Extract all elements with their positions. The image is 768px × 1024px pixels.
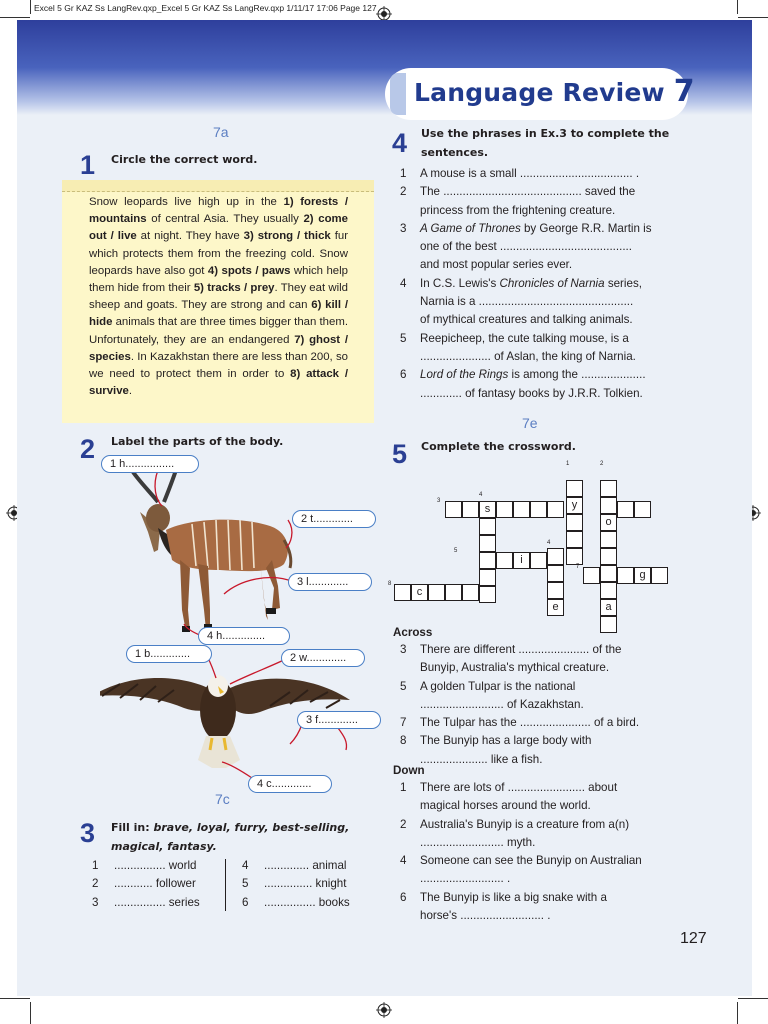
exercise-3-number: 3 [80,818,96,848]
table-row [92,894,382,912]
antelope-label-2[interactable]: 2 t............. [292,510,376,528]
choice-2[interactable]: 2) come out / live [89,213,348,243]
crossword-clue-number: 1 [566,461,570,467]
item-text-continued: and most popular series ever. [420,258,573,272]
trim-mark [737,1002,738,1024]
clue [400,732,672,750]
crossword-cell[interactable] [445,501,462,518]
page-number: 127 [680,930,707,947]
crossword-cell[interactable] [600,616,617,633]
clue-text-continued[interactable]: .......................... myth. [420,835,536,849]
crossword-cell[interactable] [496,552,513,569]
exercise-5-instruction: Complete the crossword. [421,440,576,453]
antelope-label-4[interactable]: 4 h.............. [198,627,290,645]
crossword-clue-number: 4 [479,492,483,498]
item-number: 4 [242,859,249,872]
clue-text[interactable]: There are lots of ........................ about [420,781,618,794]
crossword-cell[interactable] [547,582,564,599]
text-part: Snow leopards live high up in the [89,196,284,208]
eagle-label-1[interactable]: 1 b............. [126,645,212,663]
trim-mark [30,0,31,14]
clue-text: Someone can see the Bunyip on Australian [420,854,642,868]
crossword-cell[interactable] [600,565,617,582]
trim-mark [0,998,30,999]
clue-number: 4 [400,854,407,868]
across-clues [400,641,672,769]
exercise-1-instruction: Circle the correct word. [111,153,258,166]
item-number: 6 [400,368,407,382]
clue-number: 1 [400,781,407,794]
crossword-grid [390,460,690,640]
crossword-cell[interactable] [617,501,634,518]
exercise-4-number: 4 [392,128,408,158]
clue-number: 6 [400,890,407,904]
item-number: 2 [400,185,407,199]
exercise-2-instruction: Label the parts of the body. [111,435,284,448]
item-text[interactable]: The ........................................... saved the [420,185,636,199]
crossword-clue-number: 3 [437,498,441,504]
across-heading: Across [393,626,433,639]
crossword-cell[interactable] [600,582,617,599]
fill-item[interactable]: .............. animal [264,859,347,872]
text-part: . They eat wild sheep and goats. They are strong and can [89,282,348,312]
crossword-clue-number: 2 [600,461,604,467]
fill-in-table [92,857,382,912]
item-number: 1 [400,167,407,180]
clue [400,714,672,732]
eagle-label-3[interactable]: 3 f............. [297,711,381,729]
crossword-cell[interactable] [530,501,547,518]
title-pill-accent [390,73,406,115]
text-part: fur which protects them from the freezing cold. Snow leopards have also got [89,230,348,277]
crossword-cell[interactable] [566,514,583,531]
clue-text-continued: Bunyip, Australia's mythical creature. [420,661,610,675]
item-text: In C.S. Lewis's [420,276,500,290]
item-text: series, [604,276,642,290]
clue-number: 2 [400,817,407,831]
crossword-cell[interactable] [547,565,564,582]
down-heading: Down [393,764,425,777]
clue [400,641,672,659]
crossword-cell[interactable] [600,548,617,565]
page-title-text: Language Review [414,78,665,107]
item-number: 6 [242,895,249,909]
instruction-prefix: Fill in: [111,821,154,834]
crossword-cell[interactable]: a [600,599,617,616]
fill-item[interactable]: ............ follower [114,877,196,891]
clue-text[interactable]: There are different ...................... of the [420,643,622,656]
crossword-cell[interactable] [479,569,496,586]
trim-mark [737,0,738,14]
item-text-continued[interactable]: Narnia is a ................................................ [420,295,634,309]
clue [400,678,672,696]
antelope-label-3[interactable]: 3 l............. [288,573,372,591]
item-text[interactable]: A mouse is a small ................................... . [420,167,640,180]
crossword-cell[interactable] [428,584,445,601]
clue-text-continued: magical horses around the world. [420,799,591,813]
crossword-cell[interactable]: s [479,501,496,518]
crossword-cell[interactable]: e [547,599,564,616]
exercise-4-instruction: Use the phrases in Ex.3 to complete the sentences. [421,127,670,159]
list-item [400,366,672,384]
crossword-cell[interactable] [566,531,583,548]
item-text[interactable]: is among the .................... [508,368,646,382]
choice-1[interactable]: 1) forests / mountains [89,196,348,226]
eagle-label-2[interactable]: 2 w............. [281,649,365,667]
clue-number: 3 [400,643,407,656]
crossword-cell[interactable] [617,567,634,584]
clue-text-continued[interactable]: .......................... of Kazakhstan. [420,697,584,711]
choice-6[interactable]: 6) kill / hide [89,299,348,329]
table-row [92,875,382,893]
print-slug-line: Excel 5 Gr KAZ Ss LangRev.qxp_Excel 5 Gr KAZ Ss LangRev.qxp 1/11/17 17:06 Page 127 [34,3,377,13]
item-text-continued[interactable]: ............. of fantasy books by J.R.R. Tolkien. [420,386,643,400]
item-text-continued[interactable]: one of the best ......................................... [420,240,632,254]
crossword-cell[interactable]: c [411,584,428,601]
crossword-cell[interactable]: o [600,514,617,531]
item-number: 3 [92,895,99,909]
book-title: A Game of Thrones [420,221,521,235]
text-part: which help them hide from their [89,264,348,295]
item-number: 5 [242,877,249,891]
exercise-2-number: 2 [80,434,96,464]
fill-item[interactable]: ................ world [114,859,197,872]
item-text-continued: of mythical creatures and talking animals. [420,313,633,327]
clue-text-continued[interactable]: horse's .......................... . [420,909,551,923]
clue-text-continued[interactable]: .......................... . [420,872,511,886]
section-tag-7c: 7c [215,791,230,807]
crossword-cell[interactable]: g [634,567,651,584]
item-number: 2 [92,877,99,891]
crossword-cell[interactable] [479,535,496,552]
clue-text: Australia's Bunyip is a creature from a(n) [420,817,630,831]
crossword-cell[interactable] [547,501,564,518]
crossword-cell[interactable] [462,584,479,601]
page-title [414,74,695,109]
crossword-clue-number: 8 [388,581,392,587]
snow-leopard-text [89,194,348,400]
crossword-cell[interactable] [445,584,462,601]
item-text-continued: princess from the frightening creature. [420,203,616,217]
list-item [400,330,672,348]
text-part: of central Asia. They usually [146,213,304,226]
clue [400,852,672,870]
crossword-cell[interactable] [479,518,496,535]
list-item [400,183,672,201]
item-number: 1 [92,859,99,872]
clue [400,779,672,797]
crossword-cell[interactable] [583,567,600,584]
list-item [400,275,672,293]
item-text[interactable]: by George R.R. Martin is [520,221,652,235]
crossword-cell[interactable] [530,552,547,569]
trim-mark [0,17,30,18]
crossword-cell[interactable]: y [566,497,583,514]
column-divider [225,859,226,911]
trim-mark [30,1002,31,1024]
crossword-clue-number: 5 [454,548,458,554]
book-title: Chronicles of Narnia [499,276,605,290]
crossword-cell[interactable] [496,501,513,518]
note-torn-edge [62,180,374,192]
clue [400,889,672,907]
section-tag-7a: 7a [213,124,229,140]
clue-text: A golden Tulpar is the national [420,679,576,693]
clue [400,816,672,834]
crossword-cell[interactable] [479,552,496,569]
crossword-cell[interactable] [651,567,668,584]
crossword-clue-number: 7 [576,564,580,570]
table-row [92,857,382,875]
crossword-cell[interactable] [566,548,583,565]
trim-mark [738,17,768,18]
exercise-3-instruction [111,818,351,856]
clue-text: The Bunyip is like a big snake with a [420,890,607,904]
text-part: at night. They have [136,230,244,243]
text-part: . [128,385,133,398]
list-item [400,220,672,238]
trim-mark [738,998,768,999]
fill-item[interactable]: ................ series [114,895,200,909]
crossword-cell[interactable] [513,501,530,518]
crossword-cell[interactable] [547,548,564,565]
exercise-5-number: 5 [392,439,408,469]
text-part: . In Kazakhstan there are less than 200, so we need to protect them in order to [89,350,348,381]
item-text: Reepicheep, the cute talking mouse, is a [420,331,629,345]
registration-mark-icon [376,1002,392,1018]
book-title: Lord of the Rings [420,368,509,382]
choice-8[interactable]: 8) attack / survive [89,368,348,398]
crossword-cell[interactable] [479,586,496,603]
antelope-icon [133,470,291,632]
item-number: 4 [400,276,407,290]
text-part: animals that are three times bigger than them. Unfortunately, they are an endangered [89,316,348,346]
choice-5[interactable]: 5) tracks / prey [193,282,275,295]
exercise-1-number: 1 [80,150,96,180]
item-number: 5 [400,331,407,345]
choice-7[interactable]: 7) ghost / species [89,333,348,363]
crossword-cell[interactable]: i [513,552,530,569]
crossword-cell[interactable] [566,480,583,497]
item-number: 3 [400,221,407,235]
fill-item[interactable]: ................ books [264,895,350,909]
item-text-continued[interactable]: ...................... of Aslan, the king of Narnia. [420,349,636,363]
page-title-number: 7 [673,74,695,109]
clue-number: 8 [400,734,407,748]
exercise-4-list [400,165,672,403]
crossword-cell[interactable] [634,501,651,518]
crossword-cell[interactable] [600,480,617,497]
list-item [400,165,672,183]
clue-number: 5 [400,679,407,693]
choice-3[interactable]: 3) strong / thick [243,230,331,243]
clue-number: 7 [400,716,407,730]
crossword-clue-number: 4 [547,540,551,546]
antelope-label-1[interactable]: 1 h................ [101,455,199,473]
clue-text-continued[interactable]: ..................... like a fish. [420,752,543,766]
fill-item[interactable]: ............... knight [264,877,347,891]
eagle-label-4[interactable]: 4 c............. [248,775,332,793]
crossword-cell[interactable] [462,501,479,518]
clue-text[interactable]: The Tulpar has the ...................... of a bird. [420,716,640,730]
down-clues [400,779,672,925]
clue-text: The Bunyip has a large body with [420,734,592,748]
choice-4[interactable]: 4) spots / paws [207,264,291,277]
crossword-cell[interactable] [600,497,617,514]
instruction-words: brave, loyal, furry, best-selling, magical, fantasy. [111,821,350,853]
section-tag-7e: 7e [522,415,538,431]
crossword-cell[interactable] [394,584,411,601]
crossword-cell[interactable] [600,531,617,548]
